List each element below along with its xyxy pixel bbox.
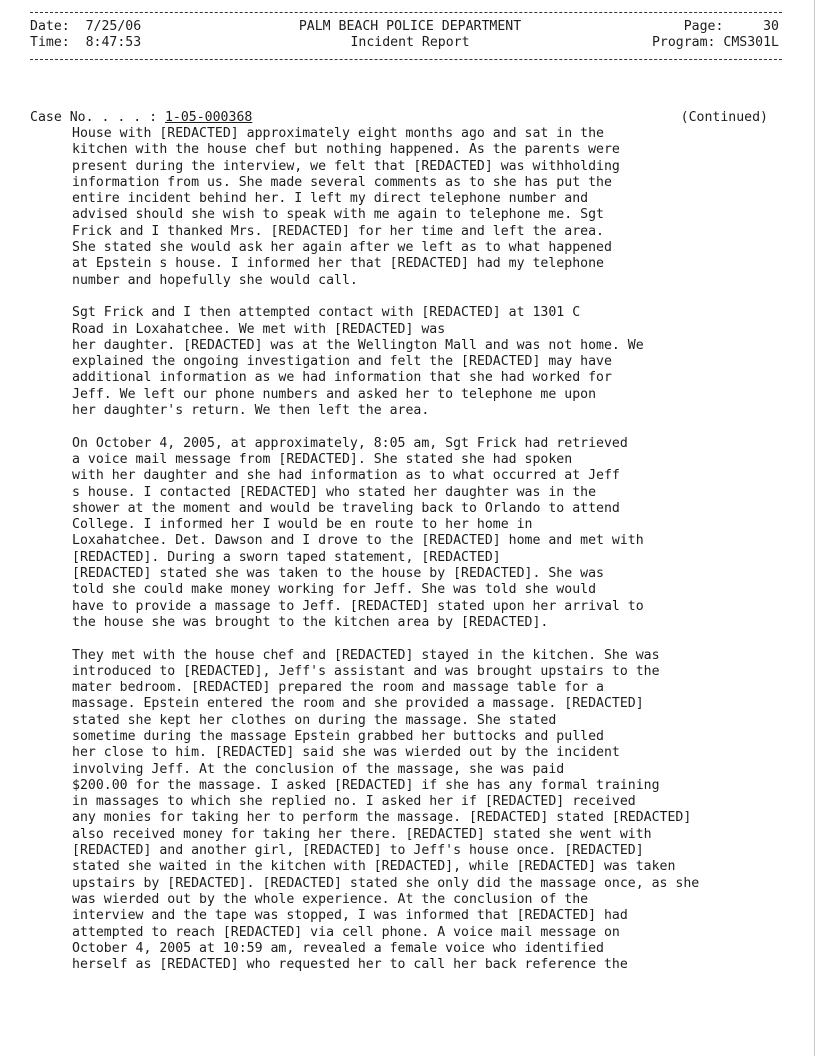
report-date: Date: 7/25/06 — [30, 19, 142, 34]
report-time: Time: 8:47:53 — [30, 35, 142, 50]
continued-label: (Continued) — [680, 110, 768, 125]
program-id: Program: CMS301L — [651, 35, 779, 50]
case-number: 1-05-000368 — [164, 110, 253, 125]
narrative-paragraph-1: House with [REDACTED] approximately eight months ago and sat in the kitchen with the house chef but nothing happened. As the parents were present during the interview, we felt that [REDACTED] was withholding information from us. She made several comments as to she has put the entire incident behind her. I left my direct telephone number and advised should she wish to speak with me again to telephone me. Sgt Frick and I thanked Mrs. [REDACTED] for her time and left the area. She stated she would ask her again after we left as to what happened at Epstein s house. I informed her that [REDACTED] had my telephone number and hopefully she would call. — [72, 126, 620, 288]
narrative-paragraph-2: Sgt Frick and I then attempted contact with [REDACTED] at 1301 C Road in Loxahatchee. We met with [REDACTED] was her daughter. [REDACTED] was at the Wellington Mall and was not home. We explained the ongoing investigation and felt the [REDACTED] may have additional information as we had information that she had worked for Jeff. We left our phone numbers and asked her to telephone me upon her daughter's return. We then left the area. — [72, 305, 644, 419]
department-name: PALM BEACH POLICE DEPARTMENT — [298, 19, 522, 34]
header-bottom-rule — [30, 59, 782, 60]
narrative-paragraph-4: They met with the house chef and [REDACTED] stayed in the kitchen. She was introduced to [REDACTED], Jeff's assistant and was brought upstairs to the mater bedroom. [REDACTED] prepared the room and massage table for a massage. Epstein entered the room and she provided a massage. [REDACTED] stated she kept her clothes on during the massage. She stated sometime during the massage Epstein grabbed her buttocks and pulled her close to him. [REDACTED] said she was wierded out by the incident involving Jeff. At the conclusion of the massage, she was paid $200.00 for the massage. I asked [REDACTED] if she has any formal training in massages to which she replied no. I asked her if [REDACTED] received any monies for taking her to perform the massage. [REDACTED] stated [REDACTED] also received money for taking her there. [REDACTED] stated she went with [REDACTED] and another girl, [REDACTED] to Jeff's house once. [REDACTED] stated she waited in the kitchen with [REDACTED], while [REDACTED] was taken upstairs by [REDACTED]. [REDACTED] stated she only did the massage once, as she was wierded out by the whole experience. At the conclusion of the interview and the tape was stopped, I was informed that [REDACTED] had attempted to reach [REDACTED] via cell phone. A voice mail message on October 4, 2005 at 10:59 am, revealed a female voice who identified herself as [REDACTED] who requested her to call her back reference the — [72, 647, 700, 973]
case-label: Case No. . . . : — [30, 110, 165, 125]
page-edge — [814, 0, 815, 1056]
narrative-paragraph-3: On October 4, 2005, at approximately, 8:05 am, Sgt Frick had retrieved a voice mail message from [REDACTED]. She stated she had spoken with her daughter and she had information as to what occurred at Jeff s house. I contacted [REDACTED] who stated her daughter was in the shower at the moment and would be traveling back to Orlando to attend College. I informed her I would be en route to her home in Loxahatchee. Det. Dawson and I drove to the [REDACTED] home and met with [REDACTED]. During a sworn taped statement, [REDACTED] [REDACTED] stated she was taken to the house by [REDACTED]. She was told she could make money working for Jeff. She was told she would have to provide a massage to Jeff. [REDACTED] stated upon her arrival to the house she was brought to the kitchen area by [REDACTED]. — [72, 435, 644, 630]
report-type: Incident Report — [350, 35, 470, 50]
header-top-rule — [30, 12, 782, 13]
narrative-body — [72, 126, 772, 990]
case-line — [30, 110, 790, 126]
page-number: Page: 30 — [683, 19, 779, 34]
header-left — [30, 19, 141, 51]
header-center — [260, 19, 560, 51]
header-right — [652, 19, 779, 51]
